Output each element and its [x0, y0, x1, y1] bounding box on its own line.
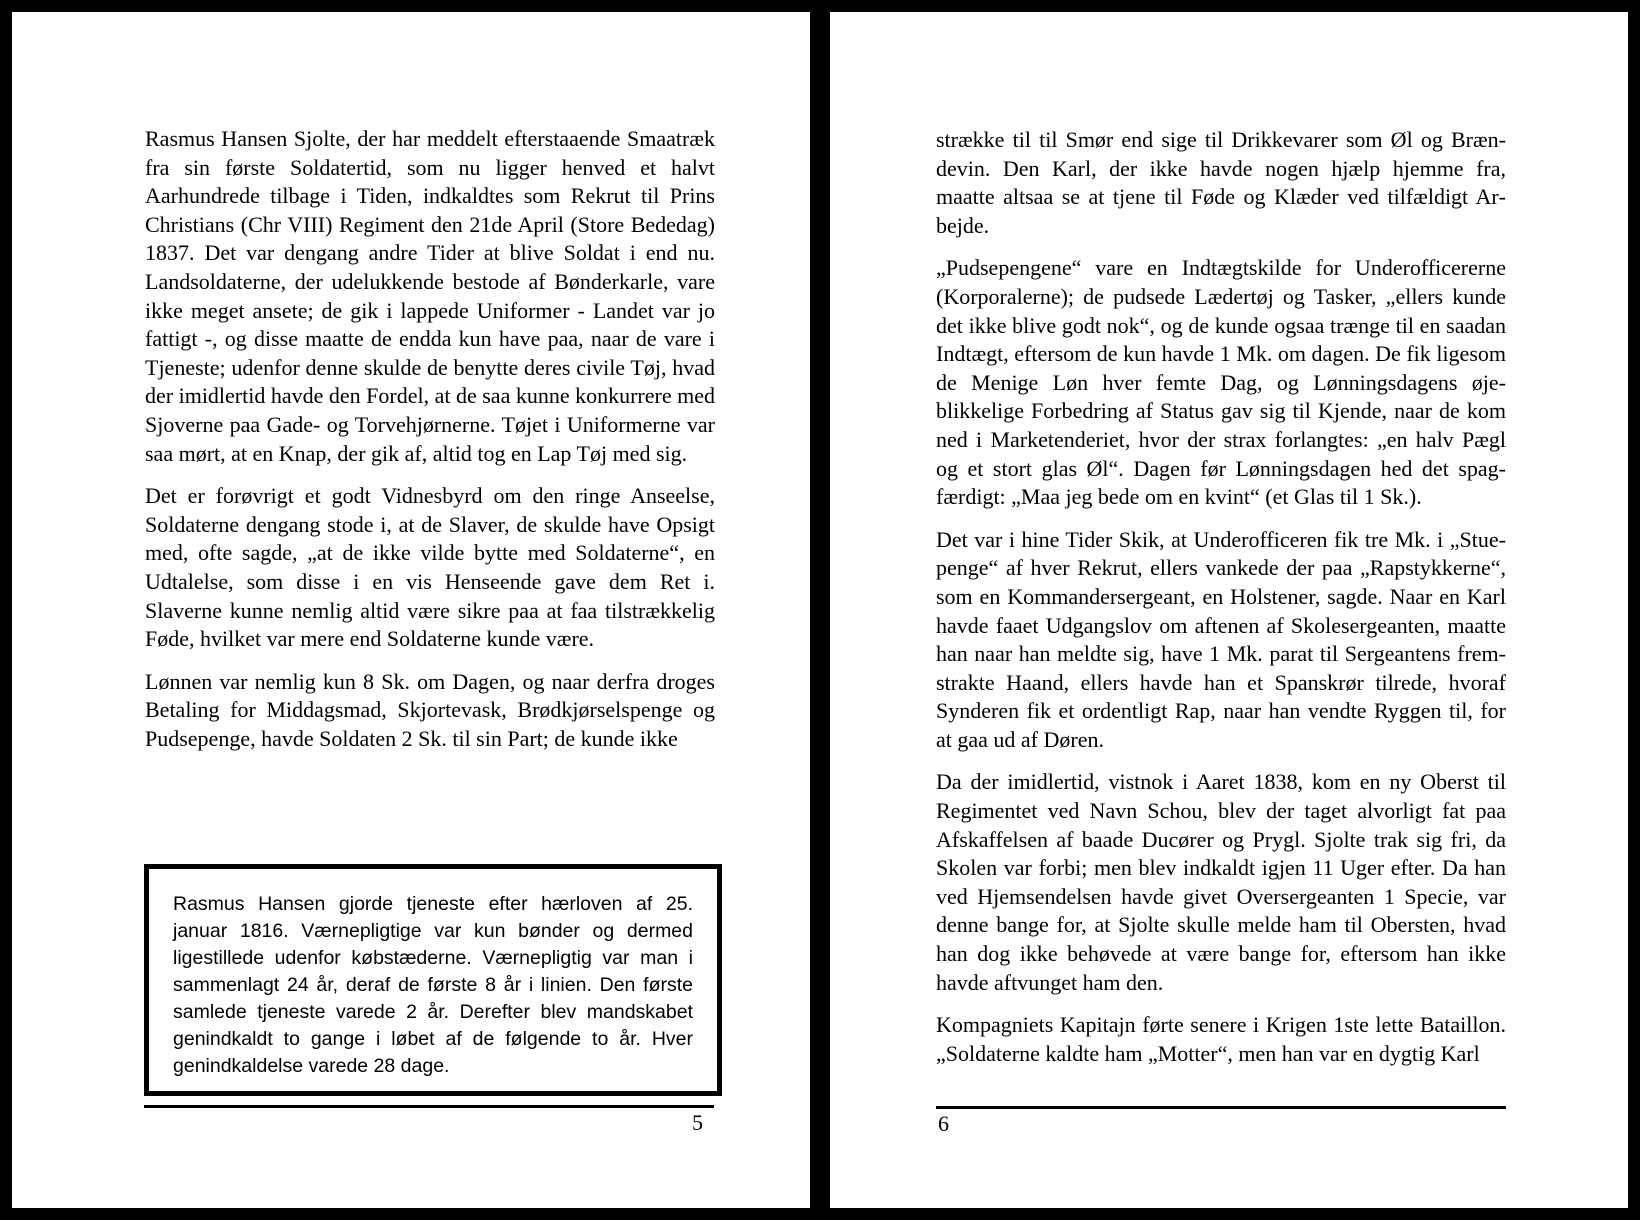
- paragraph: Det var i hine Tider Skik, at Underofficeren fik tre Mk. i „Stuepenge“ af hver Rekrut, ellers vankede der paa „Rapstykkerne“, som en Kommandersergeant, en Holstener, sagde. Naar en Karl havde faaet Udgangslov om aftenen af Skolesergeanten, maatte han naar han meldte sig, have 1 Mk. parat til Sergeantens fremstrakte Haand, ellers havde han et Spanskrør tilrede, hvoraf Synderen fik et ordentligt Rap, naar han vendte Ryggen til, for at gaa ud af Døren.: [936, 526, 1506, 752]
- footnote-box: Rasmus Hansen gjorde tjeneste efter hærloven af 25. januar 1816. Værnepligtige var kun bønder og dermed ligestillede udenfor købstæderne. Værnepligtig var man i sammenlagt 24 år, deraf de første 8 år i linien. Den første samlede tjeneste varede 2 år. Derefter blev mandskabet genindkaldt to gange i løbet af de følgende to år. Hver genindkaldelse varede 28 dage.: [144, 864, 722, 1096]
- paragraph: Rasmus Hansen Sjolte, der har meddelt efterstaaende Smaatræk fra sin første Soldatertid, som nu ligger henved et halvt Aarhundrede tilbage i Tiden, indkaldtes som Rekrut til Prins Christians (Chr VIII) Regiment den 21de April (Store Bededag) 1837. Det var dengang andre Tider at blive Soldat i end nu. Landsoldaterne, der udelukkende bestode af Bønderkarle, vare ikke meget ansete; de gik i lappede Uniformer - Landet var jo fattigt -, og disse maatte de endda kun have paa, naar de vare i Tjeneste; udenfor denne skulde de benytte deres civile Tøj, hvad der imidlertid havde den Fordel, at de saa kunne konkurrere med Sjoverne paa Gade- og Torvehjørnerne. Tøjet i Uniformerne var saa mørt, at en Knap, der gik af, altid tog en Lap Tøj med sig.: [145, 126, 715, 466]
- page-number: 5: [692, 1110, 703, 1135]
- paragraph: strække til til Smør end sige til Drikkevarer som Øl og Brændevin. Den Karl, der ikke havde nogen hjælp hjemme fra, maatte altsaa se at tjene til Føde og Klæder ved tilfældigt Arbejde.: [936, 127, 1506, 238]
- left-page-text: [145, 125, 715, 767]
- footer-rule: [144, 1105, 714, 1108]
- paragraph: Da der imidlertid, vistnok i Aaret 1838, kom en ny Oberst til Regimentet ved Navn Schou, blev der taget alvorligt fat paa Afskaffelsen af baade Ducører og Prygl. Sjolte trak sig fri, da Skolen var forbi; men blev indkaldt igjen 11 Uger efter. Da han ved Hjemsendelsen havde givet Oversergeanten 1 Specie, var denne bange for, at Sjolte skulle melde ham til Obersten, hvad han dog ikke behøvede at være bange for, eftersom han ikke havde aftvunget ham den.: [936, 769, 1506, 995]
- paragraph: Det er forøvrigt et godt Vidnesbyrd om den ringe Anseelse, Soldaterne dengang stode i, at de Slaver, de skulde have Opsigt med, ofte sagde, „at de ikke vilde bytte med Soldaterne“, en Udtalelse, som disse i en vis Henseende gave dem Ret i. Slaverne kunne nemlig altid være sikre paa at faa tilstrækkelig Føde, hvilket var mere end Soldaterne kunde være.: [145, 483, 715, 652]
- paragraph: Lønnen var nemlig kun 8 Sk. om Dagen, og naar derfra droges Betaling for Middagsmad, Skjortevask, Brødkjørselspenge og Pudsepenge, havde Soldaten 2 Sk. til sin Part; de kunde ikke: [145, 668, 715, 751]
- paragraph: Kompagniets Kapitajn førte senere i Krigen 1ste lette Bataillon. „Soldaterne kaldte ham „Motter“, men han var en dygtig Karl: [936, 1012, 1506, 1066]
- right-page: [830, 12, 1628, 1208]
- paragraph: „Pudsepengene“ vare en Indtægtskilde for Underofficererne (Korporalerne); de pudsede Lædertøj og Tasker, „ellers kunde det ikke blive godt nok“, og de kunde ogsaa trænge til en saadan Indtægt, eftersom de kun havde 1 Mk. om dagen. De fik ligesom de Menige Løn hver femte Dag, og Lønningsdagens øjeblikkelige Forbedring af Status gav sig til Kjende, naar de kom ned i Marketenderiet, hvor der strax forlangtes: „en halv Pægl og et stort glas Øl“. Dagen før Lønningsdagen hed det spagfærdigt: „Maa jeg bede om en kvint“ (et Glas til 1 Sk.).: [936, 255, 1506, 510]
- page-number: 6: [938, 1111, 949, 1136]
- right-page-text: [936, 126, 1506, 1082]
- footer-rule: [936, 1106, 1506, 1109]
- left-page: [12, 12, 810, 1208]
